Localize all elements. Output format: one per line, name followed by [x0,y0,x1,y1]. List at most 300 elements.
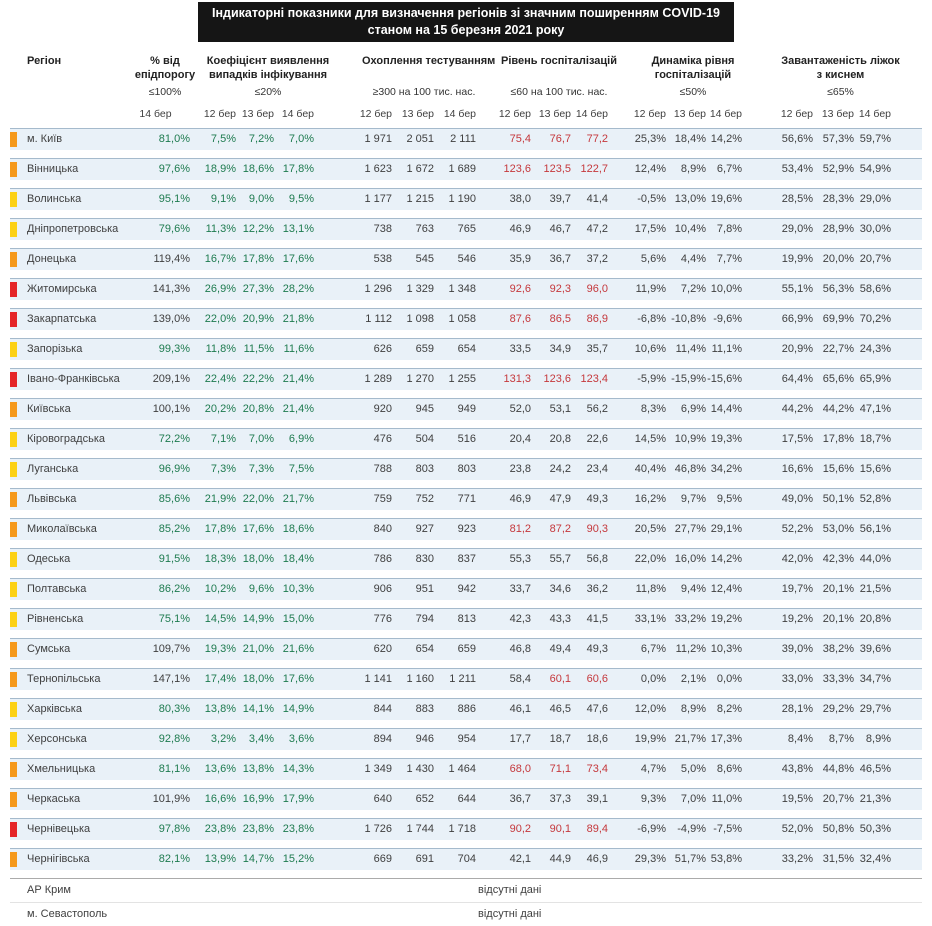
epid-threshold-value: 97,8% [158,823,190,835]
region-name: Харківська [27,703,82,715]
hospitalization-dynamics-value: -9,6% [713,313,742,325]
testing-coverage-value: 1 672 [406,163,434,175]
oxygen-beds-load-value: 47,1% [859,403,891,415]
hospitalization-level-value: 33,5 [509,343,531,355]
detection-coef-value: 14,3% [282,763,314,775]
risk-level-indicator [10,642,17,657]
risk-level-indicator [10,522,17,537]
testing-coverage-value: 923 [457,523,476,535]
region-name: Київська [27,403,71,415]
table-row-no-data [10,879,922,902]
oxygen-beds-load-value: 19,2% [781,613,813,625]
date-label: 12 бер [203,108,236,120]
hospitalization-dynamics-value: 11,9% [635,283,666,295]
oxygen-beds-load-value: 19,7% [781,583,813,595]
risk-level-indicator [10,312,17,327]
region-name: Вінницька [27,163,79,175]
region-name: Тернопільська [27,673,101,685]
table-row [10,338,922,360]
hospitalization-dynamics-value: 14,2% [710,553,742,565]
region-name: Львівська [27,493,77,505]
region-name: Хмельницька [27,763,96,775]
risk-level-indicator [10,162,17,177]
testing-coverage-value: 1 623 [364,163,392,175]
hospitalization-level-value: 22,6 [586,433,608,445]
region-name: Чернігівська [27,853,90,865]
epid-threshold-value: 91,5% [158,553,190,565]
region-name: м. Севастополь [27,908,108,920]
testing-coverage-value: 945 [415,403,434,415]
hospitalization-level-value: 17,7 [509,733,531,745]
detection-coef-value: 18,4% [282,553,314,565]
hospitalization-dynamics-value: -6,8% [637,313,666,325]
oxygen-beds-load-value: 28,3% [822,193,854,205]
table-row [10,668,922,690]
epid-threshold-value: 81,0% [158,133,190,145]
hospitalization-dynamics-value: 0,0% [716,673,742,685]
hospitalization-level-value: 43,3 [549,613,571,625]
oxygen-beds-load-value: 8,9% [865,733,891,745]
testing-coverage-value: 1 215 [406,193,434,205]
detection-coef-value: 7,3% [210,463,236,475]
epid-threshold-value: 139,0% [152,313,190,325]
hospitalization-level-value: 36,7 [549,253,571,265]
hospitalization-level-value: 46,5 [549,703,571,715]
detection-coef-value: 7,0% [288,133,314,145]
detection-coef-value: 23,8% [242,823,274,835]
hospitalization-dynamics-value: 14,5% [634,433,666,445]
hospitalization-level-value: 41,5 [586,613,608,625]
column-header-hospitalization-dynamics: Динаміка рівня госпіталізацій [651,55,735,81]
oxygen-beds-load-value: 19,9% [781,253,813,265]
oxygen-beds-load-value: 29,7% [859,703,891,715]
epid-threshold-value: 99,3% [158,343,190,355]
hospitalization-level-value: 68,0 [509,763,531,775]
detection-coef-value: 16,9% [242,793,274,805]
oxygen-beds-load-value: 57,3% [822,133,854,145]
table-row [10,848,922,870]
hospitalization-dynamics-value: 8,9% [680,703,706,715]
hospitalization-level-value: 87,6 [509,313,531,325]
risk-level-indicator [10,822,17,837]
risk-level-indicator [10,552,17,567]
hospitalization-level-value: 123,5 [543,163,571,175]
detection-coef-value: 3,2% [210,733,236,745]
epid-threshold-value: 109,7% [152,643,190,655]
hospitalization-dynamics-value: -4,9% [677,823,706,835]
testing-coverage-value: 1 464 [448,763,476,775]
testing-coverage-value: 1 296 [364,283,392,295]
region-name: Закарпатська [27,313,97,325]
epid-threshold-value: 101,9% [152,793,190,805]
detection-coef-value: 13,1% [282,223,314,235]
hospitalization-level-value: 23,8 [509,463,531,475]
risk-level-indicator [10,432,17,447]
testing-coverage-value: 1 160 [406,673,434,685]
oxygen-beds-load-value: 33,3% [822,673,854,685]
hospitalization-level-value: 52,0 [509,403,531,415]
hospitalization-level-value: 55,7 [549,553,571,565]
testing-coverage-value: 759 [373,493,392,505]
date-label: 13 бер [241,108,274,120]
oxygen-beds-load-value: 22,7% [822,343,854,355]
epid-threshold-value: 75,1% [158,613,190,625]
testing-coverage-value: 771 [457,493,476,505]
table-body [10,128,922,870]
table-row [10,248,922,270]
column-header-hospitalization-level: Рівень госпіталізацій [501,55,617,67]
detection-coef-value: 22,2% [242,373,274,385]
epid-threshold-value: 72,2% [158,433,190,445]
oxygen-beds-load-value: 65,9% [859,373,891,385]
testing-coverage-value: 504 [415,433,434,445]
hospitalization-level-value: 53,1 [549,403,571,415]
testing-coverage-value: 654 [457,343,476,355]
hospitalization-level-value: 39,1 [586,793,608,805]
testing-coverage-value: 1 349 [364,763,392,775]
detection-coef-value: 9,1% [210,193,236,205]
region-name: Черкаська [27,793,81,805]
epid-threshold-value: 92,8% [158,733,190,745]
hospitalization-dynamics-value: 10,3% [710,643,742,655]
table-header [10,54,922,84]
hospitalization-dynamics-value: 17,5% [634,223,666,235]
detection-coef-value: 17,6% [282,253,314,265]
detection-coef-value: 16,7% [204,253,236,265]
testing-coverage-value: 786 [373,553,392,565]
testing-coverage-value: 659 [457,643,476,655]
testing-coverage-value: 538 [373,253,392,265]
covid-indicators-report [10,2,922,926]
hospitalization-dynamics-value: 7,8% [716,223,742,235]
oxygen-beds-load-value: 21,3% [859,793,891,805]
detection-coef-value: 12,2% [242,223,274,235]
hospitalization-level-value: 46,1 [509,703,531,715]
testing-coverage-value: 954 [457,733,476,745]
hospitalization-level-value: 73,4 [586,763,608,775]
testing-coverage-value: 1 689 [448,163,476,175]
oxygen-beds-load-value: 29,0% [859,193,891,205]
oxygen-beds-load-value: 38,2% [822,643,854,655]
detection-coef-value: 7,3% [248,463,274,475]
detection-coef-value: 10,3% [282,583,314,595]
risk-level-indicator [10,402,17,417]
region-name: м. Київ [27,133,63,145]
testing-coverage-value: 803 [415,463,434,475]
oxygen-beds-load-value: 50,8% [822,823,854,835]
hospitalization-level-value: 20,4 [509,433,531,445]
oxygen-beds-load-value: 56,1% [859,523,891,535]
detection-coef-value: 3,6% [288,733,314,745]
hospitalization-dynamics-value: 29,3% [634,853,666,865]
detection-coef-value: 13,8% [204,703,236,715]
oxygen-beds-load-value: 65,6% [822,373,854,385]
testing-coverage-value: 763 [415,223,434,235]
oxygen-beds-load-value: 20,1% [822,583,854,595]
hospitalization-dynamics-value: 21,7% [674,733,706,745]
region-name: Дніпропетровська [27,223,119,235]
region-name: Івано-Франківська [27,373,120,385]
table-row-no-data [10,902,922,926]
report-title-line1: Індикаторні показники для визначення регіонів зі значним поширенням COVID-19 [212,6,720,20]
testing-coverage-value: 738 [373,223,392,235]
epid-threshold-value: 81,1% [158,763,190,775]
date-label: 14 бер [575,108,608,120]
detection-coef-value: 14,5% [204,613,236,625]
table-row [10,128,922,150]
hospitalization-level-value: 46,8 [509,643,531,655]
table-row [10,488,922,510]
hospitalization-level-value: 46,9 [586,853,608,865]
testing-coverage-value: 1 329 [406,283,434,295]
oxygen-beds-load-value: 50,3% [859,823,891,835]
oxygen-beds-load-value: 18,7% [859,433,891,445]
oxygen-beds-load-value: 20,0% [822,253,854,265]
testing-coverage-value: 516 [457,433,476,445]
testing-coverage-value: 704 [457,853,476,865]
detection-coef-value: 14,9% [242,613,274,625]
hospitalization-level-value: 35,9 [509,253,531,265]
epid-threshold-value: 97,6% [158,163,190,175]
detection-coef-value: 11,6% [283,343,314,355]
detection-coef-value: 18,6% [242,163,274,175]
region-name: Волинська [27,193,82,205]
detection-coef-value: 19,3% [204,643,236,655]
hospitalization-level-value: 56,8 [586,553,608,565]
hospitalization-dynamics-value: 18,4% [674,133,706,145]
threshold-testing-coverage: ≥300 на 100 тис. нас. [372,86,476,98]
region-name: Житомирська [27,283,97,295]
epid-threshold-value: 85,6% [158,493,190,505]
testing-coverage-value: 844 [373,703,392,715]
hospitalization-level-value: 77,2 [586,133,608,145]
date-label: 14 бер [858,108,891,120]
hospitalization-dynamics-value: 7,2% [680,283,706,295]
hospitalization-dynamics-value: -15,6% [707,373,742,385]
region-name: Миколаївська [27,523,97,535]
detection-coef-value: 10,2% [204,583,236,595]
hospitalization-level-value: 24,2 [549,463,571,475]
testing-coverage-value: 644 [457,793,476,805]
hospitalization-dynamics-value: 33,1% [634,613,666,625]
region-name: Запорізька [27,343,83,355]
detection-coef-value: 7,0% [248,433,274,445]
hospitalization-dynamics-value: 46,8% [674,463,706,475]
hospitalization-level-value: 123,6 [543,373,571,385]
testing-coverage-value: 927 [415,523,434,535]
testing-coverage-value: 951 [415,583,434,595]
hospitalization-dynamics-value: 34,2% [710,463,742,475]
epid-threshold-value: 85,2% [158,523,190,535]
risk-level-indicator [10,132,17,147]
table-row [10,698,922,720]
hospitalization-dynamics-value: 14,4% [710,403,742,415]
testing-coverage-value: 830 [415,553,434,565]
table-row [10,608,922,630]
hospitalization-level-value: 18,6 [586,733,608,745]
hospitalization-dynamics-value: 40,4% [634,463,666,475]
detection-coef-value: 21,8% [282,313,314,325]
hospitalization-level-value: 131,3 [503,373,531,385]
column-header-detection-coef: Коефіцієнт виявлення випадків інфікування [206,55,330,81]
oxygen-beds-load-value: 44,2% [781,403,813,415]
oxygen-beds-load-value: 49,0% [781,493,813,505]
oxygen-beds-load-value: 15,6% [859,463,891,475]
testing-coverage-value: 1 270 [406,373,434,385]
hospitalization-level-value: 92,3 [549,283,571,295]
hospitalization-dynamics-value: 19,2% [710,613,742,625]
testing-coverage-value: 803 [457,463,476,475]
detection-coef-value: 23,8% [204,823,236,835]
hospitalization-dynamics-value: 7,0% [680,793,706,805]
oxygen-beds-load-value: 50,1% [822,493,854,505]
hospitalization-level-value: 81,2 [509,523,531,535]
date-label: 14 бер [709,108,742,120]
risk-level-indicator [10,192,17,207]
date-label: 13 бер [673,108,706,120]
oxygen-beds-load-value: 66,9% [781,313,813,325]
risk-level-indicator [10,732,17,747]
hospitalization-dynamics-value: 9,7% [680,493,706,505]
testing-coverage-value: 776 [373,613,392,625]
detection-coef-value: 26,9% [204,283,236,295]
table-row [10,398,922,420]
hospitalization-dynamics-value: 51,7% [674,853,706,865]
hospitalization-dynamics-value: 4,4% [680,253,706,265]
testing-coverage-value: 640 [373,793,392,805]
testing-coverage-value: 659 [415,343,434,355]
testing-coverage-value: 545 [415,253,434,265]
hospitalization-level-value: 49,3 [586,643,608,655]
oxygen-beds-load-value: 56,6% [781,133,813,145]
report-title-line2: станом на 15 березня 2021 року [367,23,565,37]
hospitalization-level-value: 42,3 [509,613,531,625]
date-label: 12 бер [633,108,666,120]
date-label: 14 бер [281,108,314,120]
threshold-hospitalization-level: ≤60 на 100 тис. нас. [510,86,608,98]
testing-coverage-value: 476 [373,433,392,445]
risk-level-indicator [10,372,17,387]
hospitalization-dynamics-value: 19,3% [710,433,742,445]
hospitalization-level-value: 60,6 [586,673,608,685]
region-name: Сумська [27,643,71,655]
hospitalization-dynamics-value: 12,4% [634,163,666,175]
detection-coef-value: 7,5% [288,463,314,475]
hospitalization-level-value: 90,2 [509,823,531,835]
oxygen-beds-load-value: 29,2% [822,703,854,715]
hospitalization-level-value: 86,5 [549,313,571,325]
hospitalization-dynamics-value: 11,8% [635,583,666,595]
detection-coef-value: 18,3% [204,553,236,565]
hospitalization-level-value: 122,7 [580,163,608,175]
testing-coverage-value: 883 [415,703,434,715]
threshold-oxygen-beds-load: ≤65% [827,86,854,98]
hospitalization-level-value: 90,3 [586,523,608,535]
testing-coverage-value: 1 255 [448,373,476,385]
detection-coef-value: 18,9% [204,163,236,175]
risk-level-indicator [10,792,17,807]
hospitalization-level-value: 96,0 [586,283,608,295]
risk-level-indicator [10,222,17,237]
detection-coef-value: 9,6% [248,583,274,595]
oxygen-beds-load-value: 28,9% [822,223,854,235]
hospitalization-dynamics-value: 20,5% [634,523,666,535]
testing-coverage-value: 906 [373,583,392,595]
oxygen-beds-load-value: 32,4% [859,853,891,865]
detection-coef-value: 14,7% [242,853,274,865]
region-name: Донецька [27,253,77,265]
table-row [10,518,922,540]
hospitalization-level-value: 36,7 [509,793,531,805]
detection-coef-value: 17,9% [282,793,314,805]
hospitalization-dynamics-value: 6,7% [640,643,666,655]
hospitalization-dynamics-value: 53,8% [710,853,742,865]
hospitalization-level-value: 49,4 [549,643,571,655]
detection-coef-value: 7,2% [248,133,274,145]
epid-threshold-value: 82,1% [158,853,190,865]
hospitalization-level-value: 47,6 [586,703,608,715]
hospitalization-dynamics-value: 0,0% [640,673,666,685]
hospitalization-level-value: 86,9 [586,313,608,325]
risk-level-indicator [10,342,17,357]
testing-coverage-value: 813 [457,613,476,625]
hospitalization-dynamics-value: 33,2% [674,613,706,625]
hospitalization-dynamics-value: -15,9% [671,373,706,385]
detection-coef-value: 13,8% [242,763,274,775]
oxygen-beds-load-value: 20,9% [781,343,813,355]
hospitalization-level-value: 55,3 [509,553,531,565]
oxygen-beds-load-value: 69,9% [822,313,854,325]
detection-coef-value: 21,0% [242,643,274,655]
date-label: 12 бер [498,108,531,120]
detection-coef-value: 18,0% [242,553,274,565]
region-name: Чернівецька [27,823,91,835]
detection-coef-value: 7,5% [210,133,236,145]
hospitalization-dynamics-value: 16,2% [634,493,666,505]
hospitalization-level-value: 41,4 [586,193,608,205]
report-title [198,2,734,42]
hospitalization-level-value: 18,7 [549,733,571,745]
oxygen-beds-load-value: 39,0% [781,643,813,655]
detection-coef-value: 20,2% [204,403,236,415]
testing-coverage-value: 1 430 [406,763,434,775]
no-data-note: відсутні дані [478,884,542,896]
testing-coverage-value: 654 [415,643,434,655]
oxygen-beds-load-value: 54,9% [859,163,891,175]
epid-threshold-value: 141,3% [152,283,190,295]
hospitalization-level-value: 39,7 [549,193,571,205]
table-row [10,458,922,480]
testing-coverage-value: 788 [373,463,392,475]
hospitalization-dynamics-value: 8,3% [640,403,666,415]
hospitalization-dynamics-value: 9,4% [680,583,706,595]
hospitalization-dynamics-value: 6,7% [716,163,742,175]
oxygen-beds-load-value: 58,6% [859,283,891,295]
hospitalization-dynamics-value: 2,1% [680,673,706,685]
detection-coef-value: 13,9% [204,853,236,865]
detection-coef-value: 21,9% [204,493,236,505]
oxygen-beds-load-value: 20,7% [822,793,854,805]
detection-coef-value: 17,6% [282,673,314,685]
oxygen-beds-load-value: 52,9% [822,163,854,175]
oxygen-beds-load-value: 17,8% [822,433,854,445]
epid-threshold-value: 95,1% [158,193,190,205]
hospitalization-dynamics-value: -5,9% [637,373,666,385]
hospitalization-dynamics-value: 12,4% [710,583,742,595]
hospitalization-dynamics-value: 11,1% [711,343,742,355]
detection-coef-value: 20,8% [242,403,274,415]
detection-coef-value: 22,4% [204,373,236,385]
